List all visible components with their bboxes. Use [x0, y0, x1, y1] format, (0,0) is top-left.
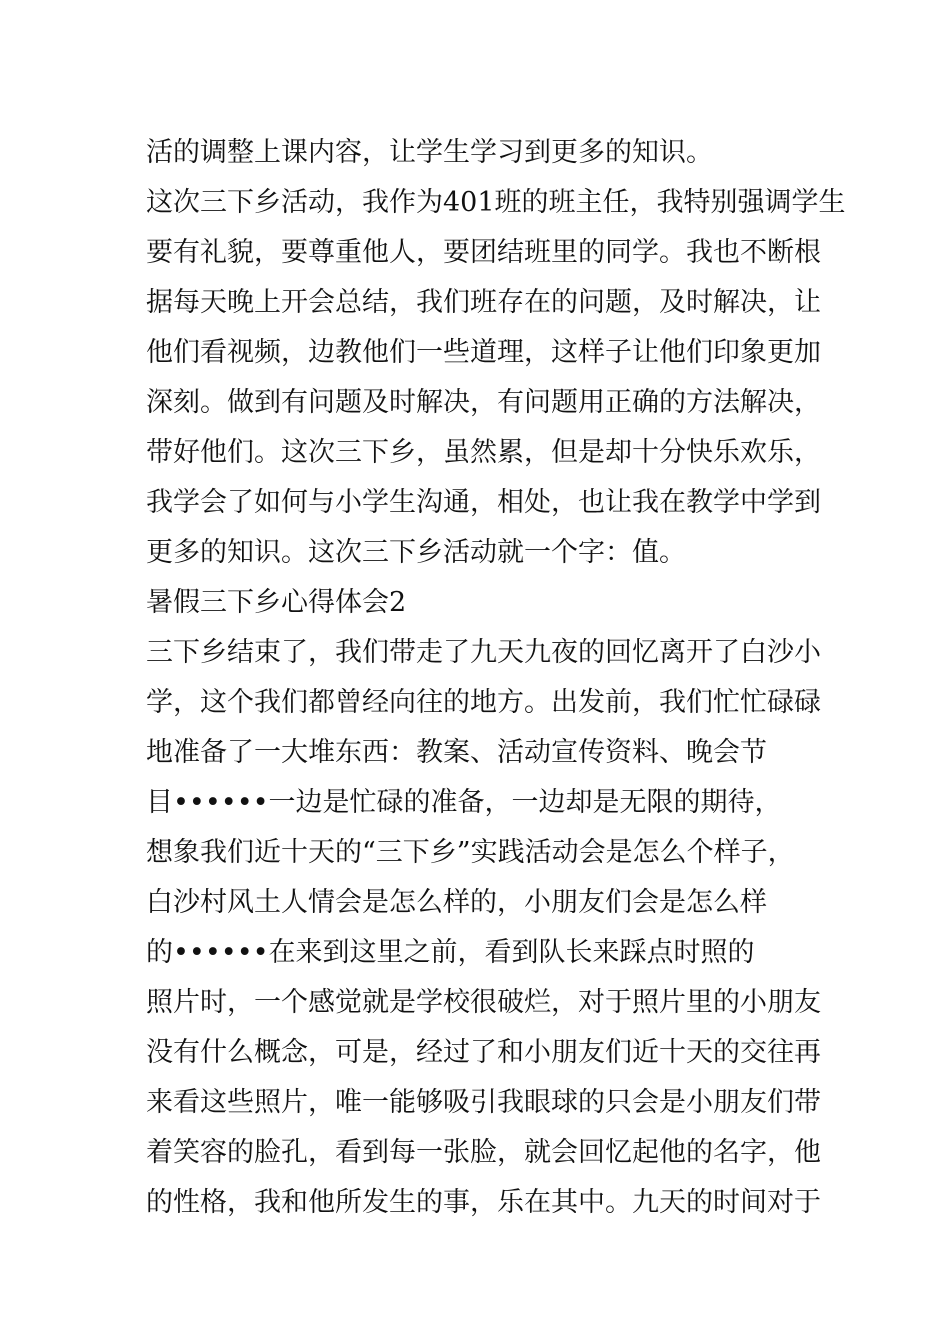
text-line: 没有什么概念，可是，经过了和小朋友们近十天的交往再 — [146, 1037, 821, 1068]
text-line: 地准备了一大堆东西：教案、活动宣传资料、晚会节 — [146, 737, 767, 768]
text-line: 更多的知识。这次三下乡活动就一个字：值。 — [146, 537, 686, 568]
text-line: 目••••••一边是忙碌的准备，一边却是无限的期待， — [146, 787, 782, 818]
text-line: 三下乡结束了，我们带走了九天九夜的回忆离开了白沙小 — [146, 637, 821, 668]
text-line: 白沙村风土人情会是怎么样的，小朋友们会是怎么样 — [146, 887, 767, 918]
text-line: 活的调整上课内容，让学生学习到更多的知识。 — [146, 137, 713, 168]
text-line: 照片时，一个感觉就是学校很破烂，对于照片里的小朋友 — [146, 987, 821, 1018]
text-line: 的••••••在来到这里之前，看到队长来踩点时照的 — [146, 937, 755, 968]
text-line: 我学会了如何与小学生沟通，相处，也让我在教学中学到 — [146, 487, 821, 518]
text-line: 这次三下乡活动，我作为401班的班主任，我特别强调学生 — [146, 187, 846, 218]
text-line: 据每天晚上开会总结，我们班存在的问题，及时解决，让 — [146, 287, 821, 318]
document-body — [146, 128, 846, 1228]
text-line: 想象我们近十天的“三下乡”实践活动会是怎么个样子， — [146, 837, 795, 868]
text-line: 要有礼貌，要尊重他人，要团结班里的同学。我也不断根 — [146, 237, 821, 268]
text-line: 学，这个我们都曾经向往的地方。出发前，我们忙忙碌碌 — [146, 687, 821, 718]
text-line: 着笑容的脸孔，看到每一张脸，就会回忆起他的名字，他 — [146, 1137, 821, 1168]
text-line: 带好他们。这次三下乡，虽然累，但是却十分快乐欢乐， — [146, 437, 821, 468]
text-line: 他们看视频，边教他们一些道理，这样子让他们印象更加 — [146, 337, 821, 368]
text-line: 来看这些照片，唯一能够吸引我眼球的只会是小朋友们带 — [146, 1087, 821, 1118]
text-line: 深刻。做到有问题及时解决，有问题用正确的方法解决， — [146, 387, 821, 418]
section-heading: 暑假三下乡心得体会2 — [146, 587, 407, 618]
text-line: 的性格，我和他所发生的事，乐在其中。九天的时间对于 — [146, 1187, 821, 1218]
